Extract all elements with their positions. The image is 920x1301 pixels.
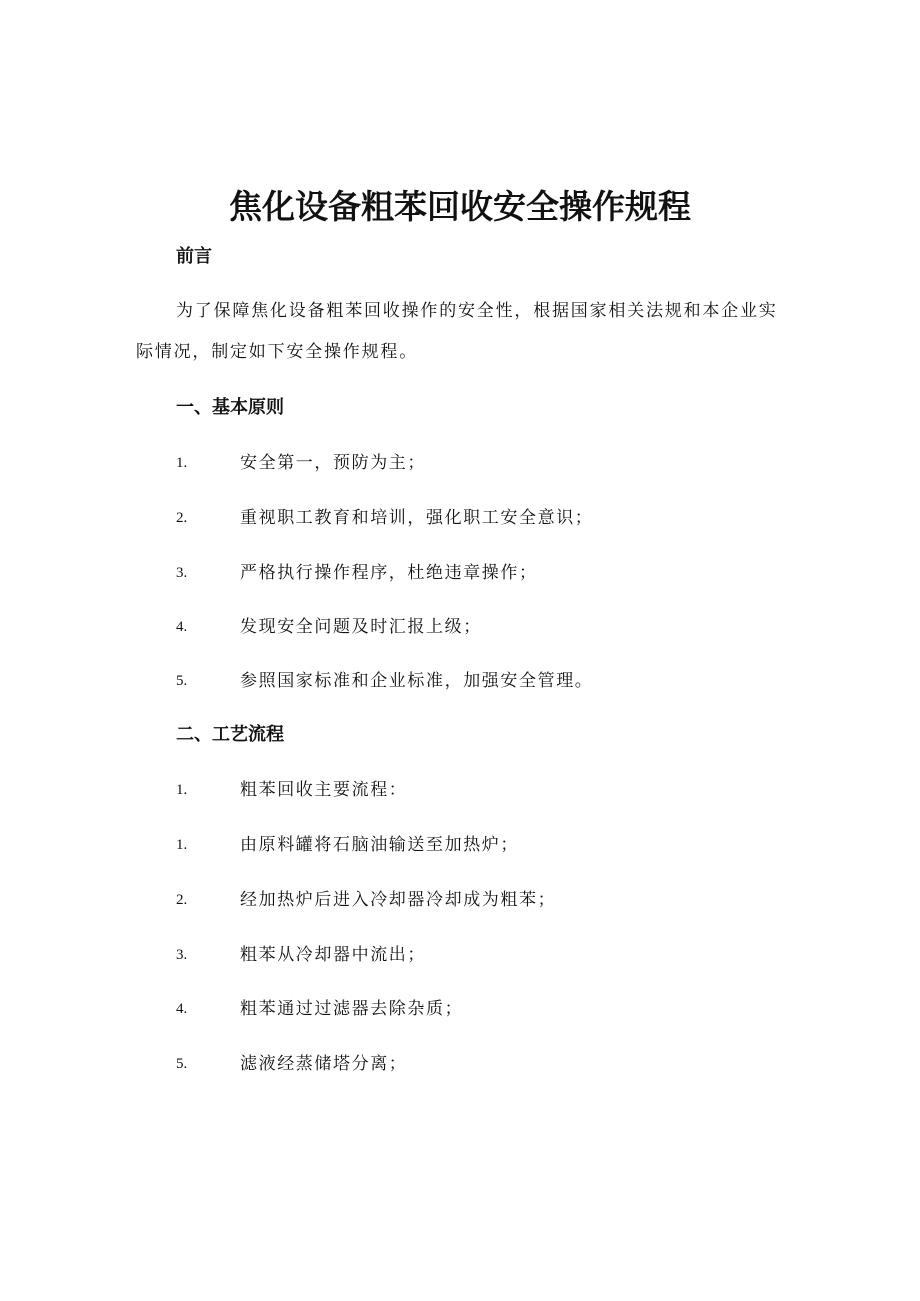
list-item-number: 2. bbox=[176, 892, 188, 908]
list-item-number: 1. bbox=[176, 782, 188, 798]
list-item-text: 粗苯回收主要流程： bbox=[240, 780, 408, 800]
list-item-text: 严格执行操作程序，杜绝违章操作； bbox=[240, 563, 538, 583]
list-item-text: 重视职工教育和培训，强化职工安全意识； bbox=[240, 508, 594, 528]
list-item-number: 1. bbox=[176, 837, 188, 853]
list-item-text: 参照国家标准和企业标准，加强安全管理。 bbox=[240, 671, 594, 691]
list-item-text: 安全第一，预防为主； bbox=[240, 453, 426, 473]
list-item-number: 1. bbox=[176, 455, 188, 471]
list-item-number: 3. bbox=[176, 947, 188, 963]
list-item-number: 4. bbox=[176, 619, 188, 635]
preface-paragraph bbox=[136, 291, 796, 373]
document-title: 焦化设备粗苯回收安全操作规程 bbox=[229, 187, 691, 226]
list-item-text: 由原料罐将石脑油输送至加热炉； bbox=[240, 835, 519, 855]
list-item-text: 发现安全问题及时汇报上级； bbox=[240, 617, 482, 637]
list-item-text: 滤液经蒸储塔分离； bbox=[240, 1054, 408, 1074]
section-heading-process: 二、工艺流程 bbox=[176, 724, 284, 745]
list-item-number: 3. bbox=[176, 565, 188, 581]
list-item-number: 4. bbox=[176, 1001, 188, 1017]
preface-text: 为了保障焦化设备粗苯回收操作的安全性，根据国家相关法规和本企业实际情况，制定如下安全操作规程。 bbox=[136, 301, 778, 362]
section-heading-principles: 一、基本原则 bbox=[176, 397, 284, 418]
list-item-text: 粗苯从冷却器中流出； bbox=[240, 945, 426, 965]
list-item-text: 粗苯通过过滤器去除杂质； bbox=[240, 999, 464, 1019]
list-item-text: 经加热炉后进入冷却器冷却成为粗苯； bbox=[240, 890, 557, 910]
list-item-number: 5. bbox=[176, 1056, 188, 1072]
list-item-number: 5. bbox=[176, 673, 188, 689]
list-item-number: 2. bbox=[176, 510, 188, 526]
preface-heading: 前言 bbox=[176, 246, 212, 267]
